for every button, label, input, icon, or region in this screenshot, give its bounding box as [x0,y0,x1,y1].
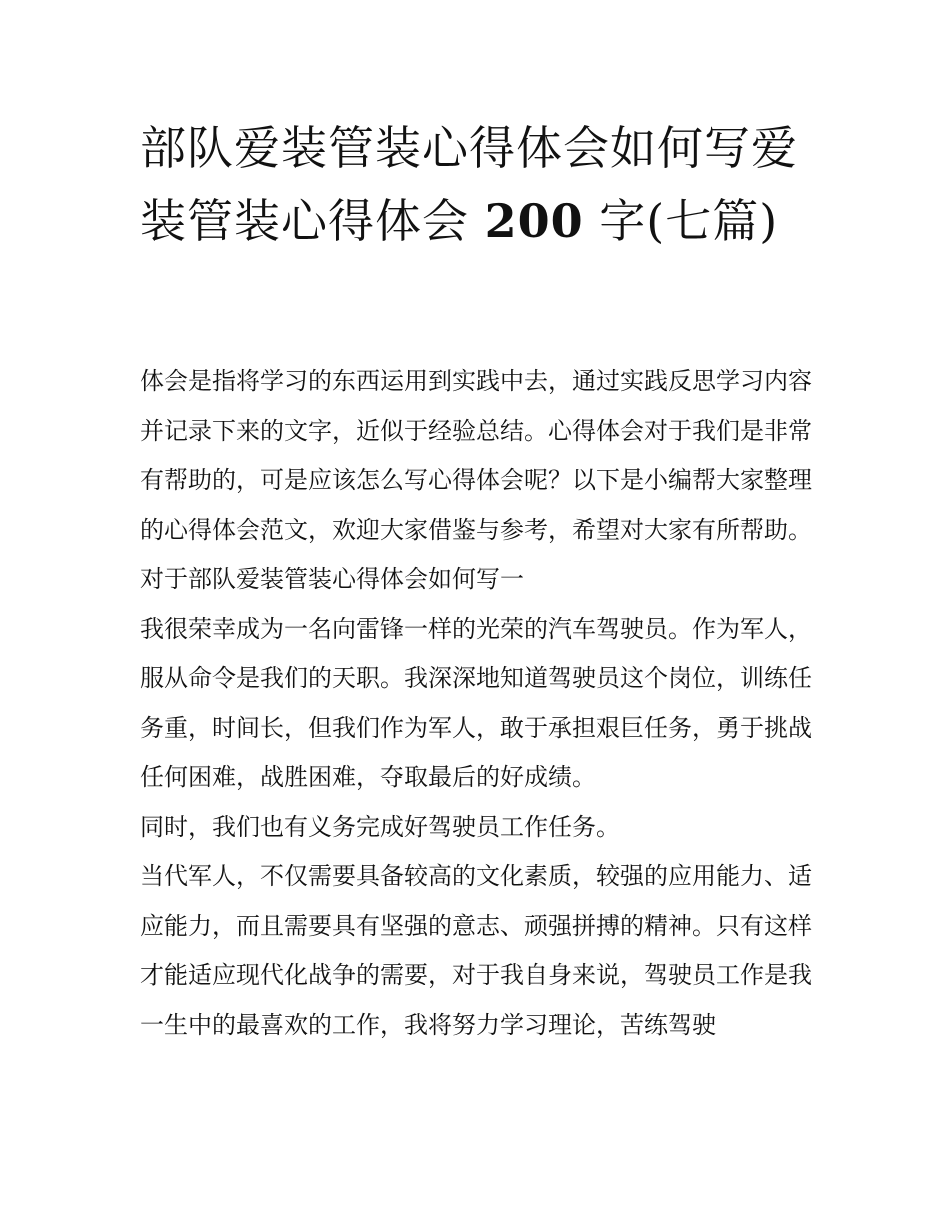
title-number: 200 [484,194,584,248]
body-paragraph: 当代军人，不仅需要具备较高的文化素质，较强的应用能力、适应能力，而且需要具有坚强的意志、顽强拼搏的精神。只有这样才能适应现代化战争的需要，对于我自身来说，驾驶员工作是我一生中的最喜欢的工作，我将努力学习理论，苦练驾驶 [140,862,812,1039]
title-text-part2: 字(七篇) [599,194,779,248]
document-body [140,357,812,1050]
title-text-part1: 部队爱装管装心得体会如何写爱装管装心得体会 [140,121,798,248]
document-title [140,112,830,258]
section-heading: 对于部队爱装管装心得体会如何写一 [140,565,524,593]
intro-paragraph: 体会是指将学习的东西运用到实践中去，通过实践反思学习内容并记录下来的文字，近似于经验总结。心得体会对于我们是非常有帮助的，可是应该怎么写心得体会呢？以下是小编帮大家整理的心得体会范文，欢迎大家借鉴与参考，希望对大家有所帮助。 [140,367,812,544]
body-paragraph: 我很荣幸成为一名向雷锋一样的光荣的汽车驾驶员。作为军人，服从命令是我们的天职。我深深地知道驾驶员这个岗位，训练任务重，时间长，但我们作为军人，敢于承担艰巨任务，勇于挑战任何困难，战胜困难，夺取最后的好成绩。 [140,614,812,791]
body-paragraph: 同时，我们也有义务完成好驾驶员工作任务。 [140,812,620,841]
